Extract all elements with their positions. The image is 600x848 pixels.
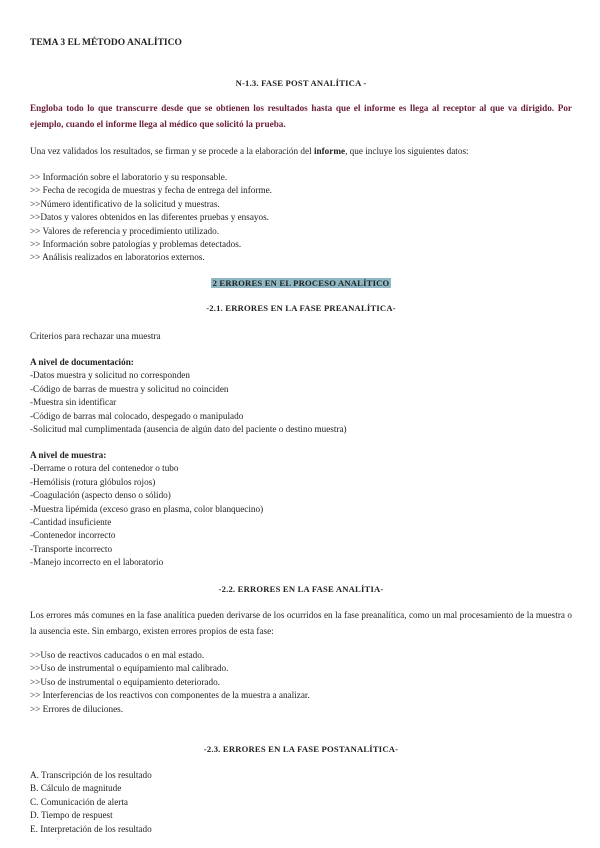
list-item: -Coagulación (aspecto denso o sólido): [30, 490, 171, 501]
list-item: >>Uso de instrumental o equipamiento deteriorado.: [30, 676, 220, 687]
list-item: >> Análisis realizados en laboratorios externos.: [30, 252, 205, 263]
list-item: >> Errores de diluciones.: [30, 703, 124, 714]
analitica-list: [30, 649, 572, 716]
rejection-criteria-text: Criterios para rechazar una muestra: [30, 331, 161, 341]
analitica-paragraph: Los errores más comunes en la fase analítica pueden derivarse de los ocurridos en la fase preanalítica, como un mal procesamiento de la muestra o la ausencia este. Sin embargo, existen errores propios de esta fase:: [30, 610, 572, 636]
section-heading-postanalitica: -2.3. ERRORES EN LA FASE POSTANALÍTICA-: [203, 744, 399, 754]
list-item: C. Comunicación de alerta: [30, 796, 128, 807]
list-item: >> Información sobre patologías y problemas detectados.: [30, 239, 242, 250]
muestra-section: [30, 449, 572, 570]
highlighted-heading: 2 ERRORES EN EL PROCESO ANALÍTICO: [212, 278, 390, 288]
documentacion-section: [30, 356, 572, 436]
list-item: -Datos muestra y solicitud no corresponden: [30, 370, 190, 381]
intro-text-before: Una vez validados los resultados, se firman y se procede a la elaboración del: [30, 146, 314, 156]
section-heading-errores: [30, 277, 572, 290]
list-item: -Transporte incorrecto: [30, 543, 113, 554]
list-item: -Muestra sin identificar: [30, 397, 117, 408]
list-item: >> Interferencias de los reactivos con componentes de la muestra a analizar.: [30, 690, 310, 701]
list-item: A. Transcripción de los resultado: [30, 770, 152, 780]
documentacion-label: A nivel de documentación:: [30, 357, 134, 367]
list-item: >> Fecha de recogida de muestras y fecha de entrega del informe.: [30, 185, 272, 196]
list-item: -Muestra lipémida (exceso graso en plasma, color blanquecino): [30, 503, 264, 514]
list-item: -Manejo incorrecto en el laboratorio: [30, 557, 164, 568]
list-item: >>Uso de reactivos caducados o en mal estado.: [30, 650, 205, 660]
list-item: -Solicitud mal cumplimentada (ausencia de algún dato del paciente o destino muestra): [30, 424, 347, 435]
muestra-label: A nivel de muestra:: [30, 450, 107, 460]
list-item: >> Información sobre el laboratorio y su responsable.: [30, 172, 228, 182]
document-title: TEMA 3 EL MÉTODO ANALÍTICO: [30, 38, 182, 48]
list-item: >>Uso de instrumental o equipamiento mal calibrado.: [30, 663, 229, 674]
list-item: E. Interpretación de los resultado: [30, 823, 152, 834]
section-heading-analitica: -2.2. ERRORES EN LA FASE ANALÍTIA-: [218, 584, 384, 594]
informe-data-list: [30, 171, 572, 265]
postanalitica-list: [30, 769, 572, 836]
list-item: D. Tiempo de respuest: [30, 810, 113, 821]
list-item: >> Valores de referencia y procedimiento utilizado.: [30, 225, 220, 236]
list-item: -Derrame o rotura del contenedor o tubo: [30, 463, 179, 474]
section-heading-preanalitica: -2.1. ERRORES EN LA FASE PREANALÍTICA-: [206, 303, 396, 313]
list-item: >>Datos y valores obtenidos en las diferentes pruebas y ensayos.: [30, 212, 269, 223]
intro-text-after: , que incluye los siguientes datos:: [345, 146, 469, 156]
section-heading-fase-post: N-1.3. FASE POST ANALÍTICA -: [235, 78, 367, 88]
list-item: -Hemólisis (rotura glóbulos rojos): [30, 476, 156, 487]
fase-post-definition: Engloba todo lo que transcurre desde que se obtienen los resultados hasta que el informe es llega al receptor al que va dirigido. Por ejemplo, cuando el informe llega al médico que solicitó la prueba.: [30, 103, 572, 129]
list-item: >>Número identificativo de la solicitud y muestras.: [30, 198, 220, 209]
intro-text-bold: informe: [313, 146, 346, 156]
list-item: -Contenedor incorrecto: [30, 530, 116, 541]
list-item: -Código de barras mal colocado, despegado o manipulado: [30, 410, 244, 421]
list-item: -Cantidad insuficiente: [30, 517, 112, 528]
list-item: B. Cálculo de magnitude: [30, 783, 122, 794]
fase-post-intro: [30, 145, 572, 158]
list-item: -Código de barras de muestra y solicitud no coinciden: [30, 383, 229, 394]
